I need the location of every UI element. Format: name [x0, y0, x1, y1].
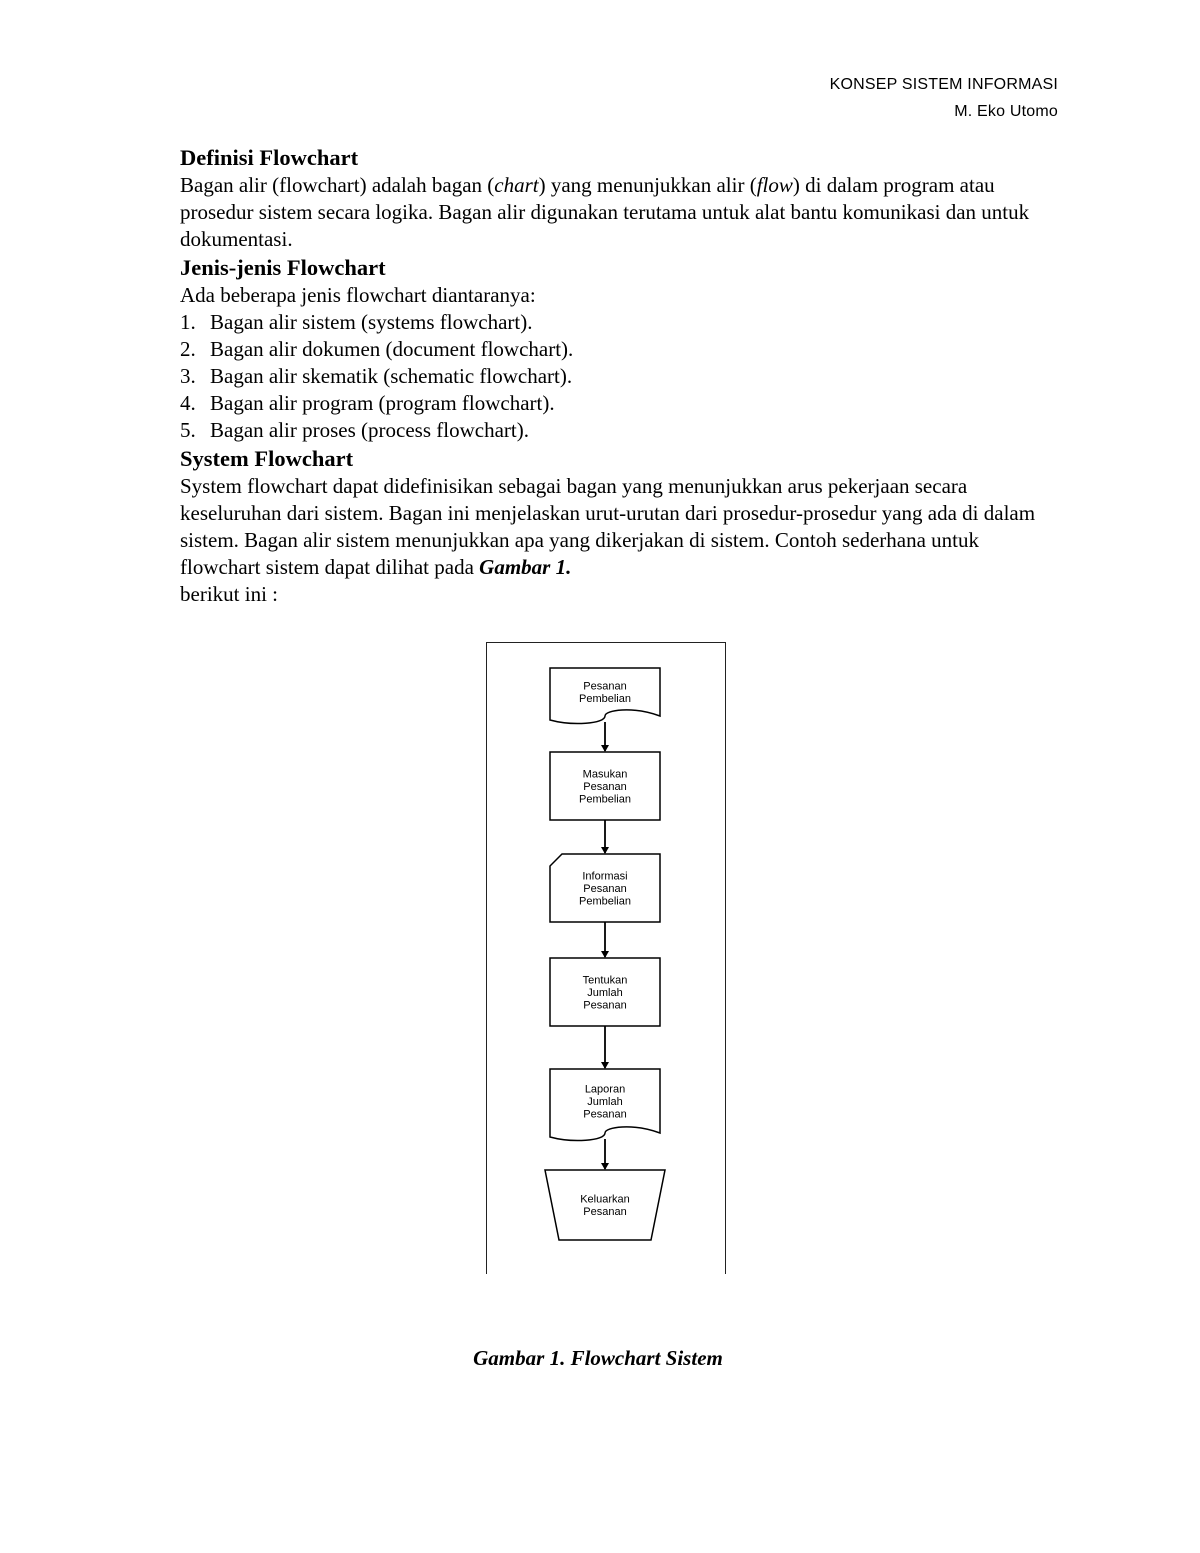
flowchart-node-label: Informasi — [582, 870, 628, 883]
flowchart-node-label: Pembelian — [579, 693, 631, 705]
flowchart-node-label: Pesanan — [583, 882, 627, 895]
list-number: 4. — [180, 391, 196, 415]
italic-run: chart — [494, 173, 539, 197]
flowchart-node-label: Laporan — [584, 1083, 626, 1096]
header-author: M. Eko Utomo — [954, 103, 1058, 120]
figure-caption: Gambar 1. Flowchart Sistem — [473, 1346, 723, 1370]
flowchart-nodes — [545, 668, 665, 1240]
flowchart-node-label: Pesanan — [583, 780, 627, 793]
heading-definisi: Definisi Flowchart — [180, 145, 359, 170]
flowchart-node-process — [550, 752, 660, 820]
flowchart-node-label: Keluarkan — [580, 1193, 630, 1206]
list-number: 1. — [180, 310, 196, 334]
flowchart-node-label: Pesanan — [583, 680, 627, 693]
flowchart-node-process — [550, 958, 660, 1026]
document-body — [180, 143, 1060, 608]
header-course: KONSEP SISTEM INFORMASI — [829, 76, 1058, 93]
paragraph-jenis-intro: Ada beberapa jenis flowchart diantaranya: — [180, 283, 536, 307]
list-text: Bagan alir program (program flowchart). — [210, 391, 555, 415]
flowchart-node-label: Jumlah — [587, 1095, 623, 1108]
heading-system: System Flowchart — [180, 446, 354, 471]
flowchart-node-label: Masukan — [582, 768, 628, 781]
list-text: Bagan alir skematik (schematic flowchart). — [210, 364, 573, 388]
flowchart-node-document — [550, 668, 660, 723]
flowchart-node-document — [550, 1069, 660, 1140]
flowchart-node-label: Pembelian — [579, 895, 631, 908]
list-item — [180, 363, 1060, 390]
text-run: ) di dalam program atau prosedur sistem secara logika. Bagan alir digunakan terutama untuk alat bantu komunikasi dan untuk dokumentasi. — [180, 173, 1030, 251]
jenis-list — [180, 309, 1060, 444]
flowchart-figure — [486, 642, 726, 1274]
flowchart-node-label: Jumlah — [587, 986, 623, 999]
flowchart-node-card — [550, 854, 660, 922]
flowchart-node-manual — [545, 1170, 665, 1240]
list-item — [180, 309, 1060, 336]
flowchart-node-label: Pesanan — [583, 1108, 627, 1121]
flowchart-node-label: Tentukan — [582, 974, 628, 987]
flowchart-node-label: Pesanan — [583, 1206, 627, 1218]
paragraph-system-end: berikut ini : — [180, 582, 278, 606]
text-run: ) yang menunjukkan alir ( — [538, 173, 757, 197]
list-number: 5. — [180, 418, 196, 442]
list-number: 3. — [180, 364, 196, 388]
flowchart-diagram — [486, 642, 726, 1274]
text-run: System flowchart dapat didefinisikan sebagai bagan yang menunjukkan arus pekerjaan secara keseluruhan dari sistem. Bagan ini menjelaskan urut-urutan dari prosedur-prosedur yang ada di dalam sistem. Bagan alir sistem menunjukkan apa yang dikerjakan di sistem. Contoh sederhana untuk flowchart sistem dapat dilihat pada — [180, 474, 1036, 579]
list-text: Bagan alir sistem (systems flowchart). — [210, 310, 533, 334]
flowchart-node-label: Pesanan — [583, 999, 627, 1012]
list-item — [180, 417, 1060, 444]
paragraph-definisi — [180, 172, 1060, 253]
paragraph-system — [180, 473, 1060, 581]
figure-reference: Gambar 1. — [479, 555, 572, 579]
list-text: Bagan alir dokumen (document flowchart). — [210, 337, 574, 361]
list-text: Bagan alir proses (process flowchart). — [210, 418, 529, 442]
text-run: Bagan alir (flowchart) adalah bagan ( — [180, 173, 495, 197]
flowchart-node-label: Pembelian — [579, 793, 631, 806]
italic-run: flow — [756, 173, 793, 197]
list-item — [180, 390, 1060, 417]
list-number: 2. — [180, 337, 196, 361]
heading-jenis: Jenis-jenis Flowchart — [180, 255, 386, 280]
list-item — [180, 336, 1060, 363]
